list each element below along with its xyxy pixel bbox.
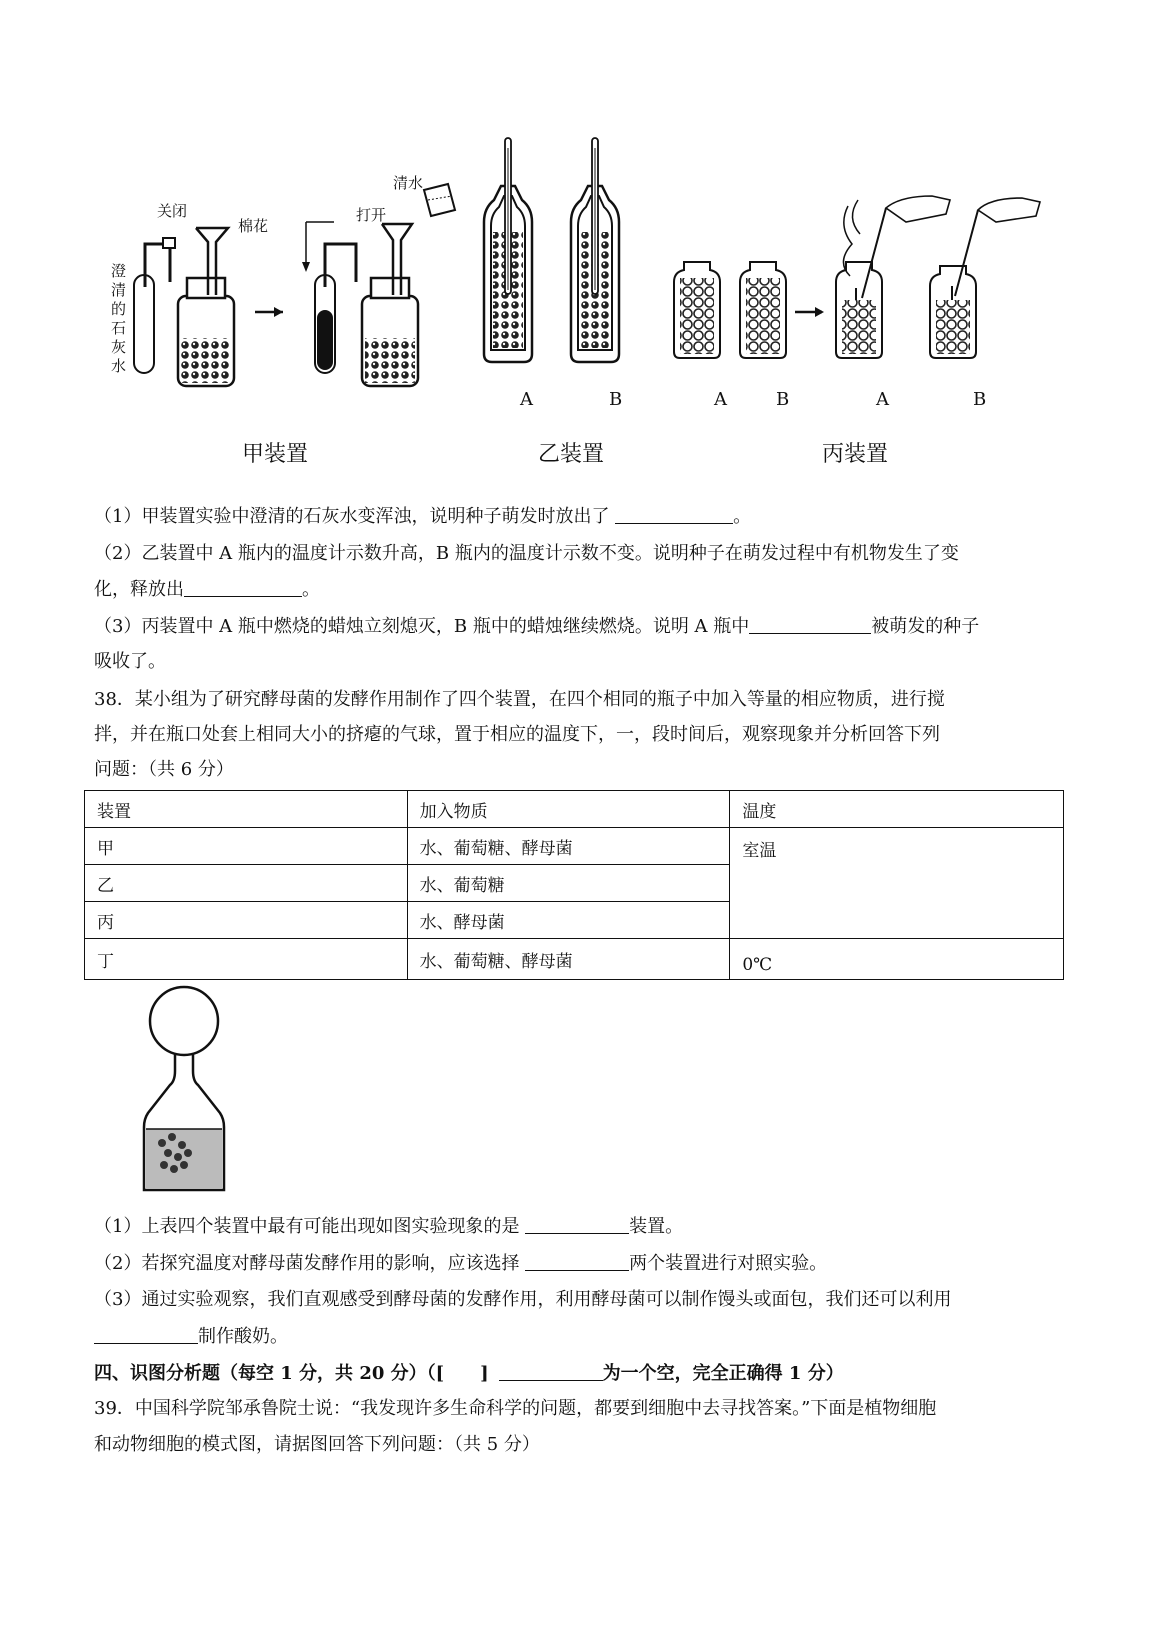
q37-p3-text: （3）丙装置中 A 瓶中燃烧的蜡烛立刻熄灭，B 瓶中的蜡烛继续燃烧。说明 A 瓶中 bbox=[94, 616, 750, 637]
table-cell-device: 丁 bbox=[85, 939, 408, 980]
label-cotton: 棉花 bbox=[238, 217, 269, 235]
q37-part3-line1 bbox=[94, 615, 979, 639]
q37-p2-end: 。 bbox=[302, 579, 320, 600]
experiment-table bbox=[84, 790, 1064, 980]
table-cell-substance: 水、葡萄糖 bbox=[407, 865, 730, 902]
q37-p1-end: 。 bbox=[733, 506, 752, 527]
q38-p1-text: （1）上表四个装置中最有可能出现如图实验现象的是 bbox=[94, 1216, 526, 1237]
table-cell-substance: 水、酵母菌 bbox=[407, 902, 730, 939]
yi-thermos-a bbox=[484, 138, 532, 362]
bing-jars-before bbox=[674, 262, 786, 358]
label-open: 打开 bbox=[356, 206, 387, 224]
table-cell-device: 甲 bbox=[85, 828, 408, 865]
q37-p2-text: 化，释放出 bbox=[94, 579, 184, 600]
table-header-row bbox=[85, 791, 1064, 828]
limewater-char: 石 bbox=[111, 319, 127, 337]
answer-blank-example bbox=[499, 1362, 603, 1381]
q37-part3-line2: 吸收了。 bbox=[94, 651, 166, 672]
section4-title-end: 为一个空，完全正确得 1 分） bbox=[602, 1363, 844, 1384]
bing-label-b2: B bbox=[973, 389, 987, 410]
q38-part1 bbox=[94, 1215, 683, 1239]
q38-part2 bbox=[94, 1252, 827, 1276]
table-cell-substance: 水、葡萄糖、酵母菌 bbox=[407, 939, 730, 980]
answer-blank[interactable] bbox=[525, 1252, 629, 1271]
answer-blank[interactable] bbox=[94, 1325, 198, 1344]
table-header: 装置 bbox=[85, 791, 408, 828]
caption-bing: 丙装置 bbox=[822, 442, 889, 467]
bing-label-b1: B bbox=[776, 389, 790, 410]
q38-part3-line1: （3）通过实验观察，我们直观感受到酵母菌的发酵作用，利用酵母菌可以制作馒头或面包，我们还可以利用 bbox=[94, 1289, 952, 1310]
arrow-head-icon bbox=[274, 307, 283, 317]
yi-thermos-b bbox=[571, 138, 619, 362]
answer-blank[interactable] bbox=[525, 1215, 629, 1234]
jia-setup-closed bbox=[134, 228, 234, 386]
limewater-char: 灰 bbox=[111, 338, 127, 356]
bing-label-a2: A bbox=[876, 389, 889, 410]
answer-blank[interactable] bbox=[749, 615, 871, 634]
caption-yi: 乙装置 bbox=[538, 442, 605, 467]
label-close: 关闭 bbox=[157, 202, 188, 220]
table-row bbox=[85, 939, 1064, 980]
table-header: 加入物质 bbox=[407, 791, 730, 828]
q38-p3-end: 制作酸奶。 bbox=[198, 1326, 288, 1347]
yi-label-a: A bbox=[520, 389, 533, 410]
section4-title-text: 四、识图分析题（每空 1 分，共 20 分）（[ ] bbox=[94, 1363, 489, 1384]
label-limewater bbox=[111, 262, 129, 376]
q38-part3-line2 bbox=[94, 1325, 288, 1349]
q37-part2-line2 bbox=[94, 578, 320, 602]
table-cell-temperature: 室温 bbox=[730, 828, 1064, 939]
q38-intro-line2: 拌，并在瓶口处套上相同大小的挤瘪的气球，置于相应的温度下，一，段时间后，观察现象并分析回答下列 bbox=[94, 724, 940, 745]
caption-jia: 甲装置 bbox=[242, 442, 309, 467]
q39-line1: 39．中国科学院邹承鲁院士说：“我发现许多生命科学的问题，都要到细胞中去寻找答案。”下面是植物细胞 bbox=[94, 1398, 937, 1419]
table-cell-substance: 水、葡萄糖、酵母菌 bbox=[407, 828, 730, 865]
yi-label-b: B bbox=[609, 389, 623, 410]
q38-intro-line3: 问题：（共 6 分） bbox=[94, 759, 234, 780]
limewater-char: 的 bbox=[111, 300, 127, 318]
limewater-char: 清 bbox=[111, 281, 127, 299]
table-header: 温度 bbox=[730, 791, 1064, 828]
q37-p1-text: （1）甲装置实验中澄清的石灰水变浑浊，说明种子萌发时放出了 bbox=[94, 506, 616, 527]
table-cell-device: 乙 bbox=[85, 865, 408, 902]
q37-part1 bbox=[94, 505, 751, 529]
bing-jars-after bbox=[836, 196, 1040, 358]
table-cell-temperature: 0℃ bbox=[730, 939, 1064, 980]
q38-p2-text: （2）若探究温度对酵母菌发酵作用的影响，应该选择 bbox=[94, 1253, 526, 1274]
table-row bbox=[85, 828, 1064, 865]
q38-p2-end: 两个装置进行对照实验。 bbox=[629, 1253, 828, 1274]
section4-title bbox=[94, 1362, 844, 1386]
limewater-char: 水 bbox=[111, 357, 127, 375]
answer-blank[interactable] bbox=[615, 505, 733, 524]
q39-line2: 和动物细胞的模式图，请据图回答下列问题：（共 5 分） bbox=[94, 1434, 540, 1455]
q38-intro-line1: 38．某小组为了研究酵母菌的发酵作用制作了四个装置，在四个相同的瓶子中加入等量的相应物质，进行搅 bbox=[94, 689, 945, 710]
bing-label-a1: A bbox=[714, 389, 727, 410]
q38-p1-end: 装置。 bbox=[629, 1216, 684, 1237]
balloon-bottle-figure bbox=[140, 985, 240, 1200]
table-cell-device: 丙 bbox=[85, 902, 408, 939]
q37-part2-line1: （2）乙装置中 A 瓶内的温度计示数升高，B 瓶内的温度计示数不变。说明种子在萌发过程中有机物发生了变 bbox=[94, 543, 959, 564]
arrow-head-icon bbox=[815, 307, 824, 317]
limewater-char: 澄 bbox=[111, 262, 127, 280]
answer-blank[interactable] bbox=[184, 578, 302, 597]
label-clear-water: 清水 bbox=[393, 174, 424, 192]
q37-p3-end: 被萌发的种子 bbox=[871, 616, 980, 637]
